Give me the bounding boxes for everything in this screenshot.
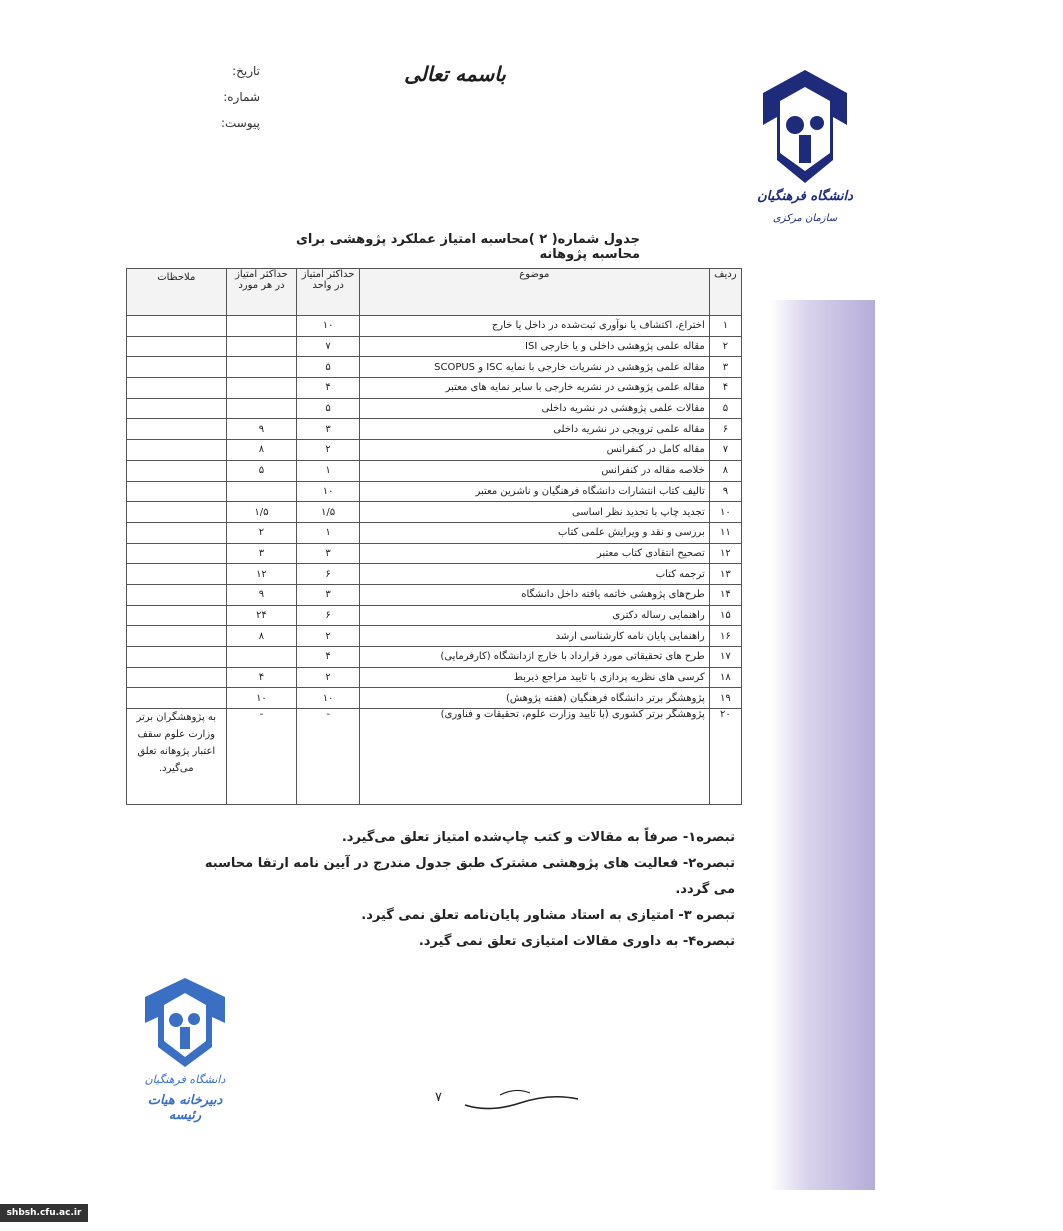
table-row (127, 502, 742, 523)
row-max-unit: ۲ (297, 626, 360, 647)
table-row (127, 647, 742, 668)
row-topic: اختراع، اکتشاف یا نوآوری ثبت‌شده در داخل یا خارج (359, 316, 709, 337)
row-topic: مقالات علمی پژوهشی در نشریه داخلی (359, 398, 709, 419)
website-text: www.cfu.ac.ir (1012, 630, 1032, 755)
row-number: ۶ (709, 419, 741, 440)
row-remarks (127, 564, 227, 585)
row-topic: بررسی و نقد و ویرایش علمی کتاب (359, 522, 709, 543)
row-max-unit: ۱ (297, 522, 360, 543)
row-remarks (127, 378, 227, 399)
number-field-label: شماره: (223, 90, 260, 104)
row-max-unit: ۷ (297, 336, 360, 357)
row-topic: مقاله کامل در کنفرانس (359, 440, 709, 461)
row-max-unit: ۶ (297, 564, 360, 585)
col-remarks: ملاحظات (127, 269, 227, 316)
row-number: ۱۳ (709, 564, 741, 585)
col-max-each: حداکثر امتیاز در هر مورد (226, 269, 297, 316)
row-remarks (127, 626, 227, 647)
row-number: ۸ (709, 460, 741, 481)
row-max-unit: ۶ (297, 605, 360, 626)
table-row (127, 419, 742, 440)
row-max-unit: ۳ (297, 584, 360, 605)
row-topic: مقاله علمی پژوهشی در نشریه خارجی با سایر نمایه های معتبر (359, 378, 709, 399)
row-max-unit: ۲ (297, 440, 360, 461)
row-max-unit: ۴ (297, 378, 360, 399)
row-remarks (127, 357, 227, 378)
row-max-each: ۵ (226, 460, 297, 481)
row-topic: راهنمایی پایان نامه کارشناسی ارشد (359, 626, 709, 647)
row-number: ۹ (709, 481, 741, 502)
side-band-text (958, 313, 1063, 1073)
note-2: تبصره۲- فعالیت های پژوهشی مشترک طبق جدول مندرج در آیین نامه ارتقا محاسبه می گردد. (204, 856, 735, 897)
table-row (127, 316, 742, 337)
col-topic: موضوع (359, 269, 709, 316)
row-max-unit: ۳ (297, 419, 360, 440)
row-remarks: به پژوهشگران برتر وزارت علوم سقف اعتبار پژوهانه تعلق می‌گیرد. (127, 709, 227, 805)
row-max-each: ۸ (226, 626, 297, 647)
note-4: تبصره۴- به داوری مقالات امتیازی تعلق نمی گیرد. (418, 934, 735, 949)
row-number: ۳ (709, 357, 741, 378)
row-max-each (226, 336, 297, 357)
row-max-each: ۲۴ (226, 605, 297, 626)
col-row: ردیف (709, 269, 741, 316)
row-remarks (127, 543, 227, 564)
row-max-unit: ۱۰ (297, 316, 360, 337)
table-row (127, 357, 742, 378)
row-number: ۱۹ (709, 688, 741, 709)
row-remarks (127, 336, 227, 357)
row-number: ۲۰ (709, 709, 741, 805)
row-topic: راهنمایی رساله دکتری (359, 605, 709, 626)
row-max-each: ۹ (226, 419, 297, 440)
page-number: ۷ (435, 1090, 442, 1105)
table-row (127, 584, 742, 605)
row-topic: تجدید چاپ با تجدید نظر اساسی (359, 502, 709, 523)
row-max-each: ۴ (226, 667, 297, 688)
row-remarks (127, 440, 227, 461)
table-header-row (127, 269, 742, 316)
table-row (127, 481, 742, 502)
col-max-unit: حداکثر امتیاز در واحد (297, 269, 360, 316)
row-topic: مقاله علمی پژوهشی داخلی و یا خارجی ISI (359, 336, 709, 357)
row-max-unit: ۲ (297, 667, 360, 688)
row-remarks (127, 481, 227, 502)
row-max-unit: ۱ (297, 460, 360, 481)
row-remarks (127, 398, 227, 419)
row-remarks (127, 647, 227, 668)
table-row (127, 688, 742, 709)
university-logo-stamp (130, 975, 240, 1123)
row-remarks (127, 667, 227, 688)
row-remarks (127, 584, 227, 605)
table-row (127, 440, 742, 461)
invocation-heading: باسمه تعالی (404, 62, 506, 86)
row-max-unit: ۴ (297, 647, 360, 668)
logo-bottom-name: دانشگاه فرهنگیان (144, 1073, 226, 1086)
row-max-unit: ۱۰ (297, 481, 360, 502)
row-topic: مقاله علمی ترویجی در نشریه داخلی (359, 419, 709, 440)
row-max-each (226, 398, 297, 419)
attachment-field-label: پیوست: (220, 116, 260, 130)
row-number: ۴ (709, 378, 741, 399)
row-max-unit: ۵ (297, 398, 360, 419)
row-max-unit: - (297, 709, 360, 805)
row-topic: خلاصه مقاله در کنفرانس (359, 460, 709, 481)
row-number: ۱۵ (709, 605, 741, 626)
row-max-each (226, 647, 297, 668)
row-remarks (127, 419, 227, 440)
row-topic: ترجمه کتاب (359, 564, 709, 585)
row-max-each: ۸ (226, 440, 297, 461)
row-max-each: ۱/۵ (226, 502, 297, 523)
note-3: تبصره ۳- امتیازی به استاد مشاور پایان‌نامه تعلق نمی گیرد. (361, 908, 735, 923)
row-remarks (127, 688, 227, 709)
row-number: ۱۰ (709, 502, 741, 523)
row-number: ۵ (709, 398, 741, 419)
row-number: ۱۲ (709, 543, 741, 564)
row-max-each (226, 357, 297, 378)
row-number: ۱ (709, 316, 741, 337)
row-max-unit: ۱۰ (297, 688, 360, 709)
row-max-each: - (226, 709, 297, 805)
row-max-each (226, 481, 297, 502)
table-row (127, 398, 742, 419)
row-topic: مقاله علمی پژوهشی در نشریات خارجی با نمایه ISC و SCOPUS (359, 357, 709, 378)
row-max-each (226, 378, 297, 399)
row-max-unit: ۱/۵ (297, 502, 360, 523)
row-max-unit: ۳ (297, 543, 360, 564)
row-number: ۲ (709, 336, 741, 357)
row-topic: طرح‌های پژوهشی خاتمه یافته داخل دانشگاه (359, 584, 709, 605)
table-row (127, 626, 742, 647)
row-remarks (127, 502, 227, 523)
row-max-each: ۲ (226, 522, 297, 543)
row-number: ۱۴ (709, 584, 741, 605)
row-max-each: ۱۰ (226, 688, 297, 709)
table-title: جدول شماره( ۲ )محاسبه امتیاز عملکرد پژوهشی برای محاسبه پژوهانه (295, 232, 640, 262)
table-row (127, 336, 742, 357)
table-row (127, 564, 742, 585)
address-text: نشانی:شهرک قدس،بلوار شهید فرحزادی، خیابان تربیت معلم،دانشگاه فرهنگیان (962, 418, 979, 967)
note-1: تبصره۱- صرفاً به مقالات و کتب چاپ‌شده امتیاز تعلق می‌گیرد. (341, 830, 735, 845)
logo-top-sub: سازمان مرکزی (772, 213, 838, 224)
notes-block (190, 825, 735, 955)
row-number: ۱۷ (709, 647, 741, 668)
row-number: ۱۸ (709, 667, 741, 688)
table-row (127, 709, 742, 805)
row-remarks (127, 605, 227, 626)
row-max-each: ۳ (226, 543, 297, 564)
row-number: ۷ (709, 440, 741, 461)
row-remarks (127, 460, 227, 481)
row-topic: تصحیح انتقادی کتاب معتبر (359, 543, 709, 564)
row-max-each: ۹ (226, 584, 297, 605)
table-row (127, 460, 742, 481)
table-row (127, 378, 742, 399)
signature-mark (460, 1085, 580, 1115)
row-max-each: ۱۲ (226, 564, 297, 585)
side-band (770, 300, 875, 1190)
table-row (127, 522, 742, 543)
row-number: ۱۱ (709, 522, 741, 543)
score-table (126, 268, 742, 805)
row-remarks (127, 316, 227, 337)
table-row (127, 667, 742, 688)
row-max-each (226, 316, 297, 337)
contact-text: تلفن: ۸۸۶۹۸۸۰ - ۸۸۶۹۸۸۰۰ - نمابر: ۸۸۶۹۸۸۰۰ - کد پستی: ۱۹۳۹۶۱۴۴۶۴ (988, 448, 1005, 937)
university-logo-top (755, 65, 855, 240)
logo-top-name: دانشگاه فرهنگیان (757, 189, 853, 204)
row-topic: طرح های تحقیقاتی مورد قرارداد با خارج ازدانشگاه (کارفرمایی) (359, 647, 709, 668)
letter-fields (190, 58, 260, 136)
row-remarks (127, 522, 227, 543)
table-row (127, 605, 742, 626)
row-topic: پژوهشگر برتر کشوری (با تایید وزارت علوم، تحقیقات و فناوری) (359, 709, 709, 805)
date-field-label: تاریخ: (232, 64, 260, 78)
row-topic: کرسی های نظریه پردازی با تایید مراجع ذیربط (359, 667, 709, 688)
row-number: ۱۶ (709, 626, 741, 647)
row-max-unit: ۵ (297, 357, 360, 378)
footer-site-badge: shbsh.cfu.ac.ir (0, 1204, 88, 1222)
table-row (127, 543, 742, 564)
row-topic: تالیف کتاب انتشارات دانشگاه فرهنگیان و ناشرین معتبر (359, 481, 709, 502)
row-topic: پژوهشگر برتر دانشگاه فرهنگیان (هفته پژوهش) (359, 688, 709, 709)
logo-bottom-sub: دبیرخانه هیات رئیسه (147, 1093, 223, 1123)
